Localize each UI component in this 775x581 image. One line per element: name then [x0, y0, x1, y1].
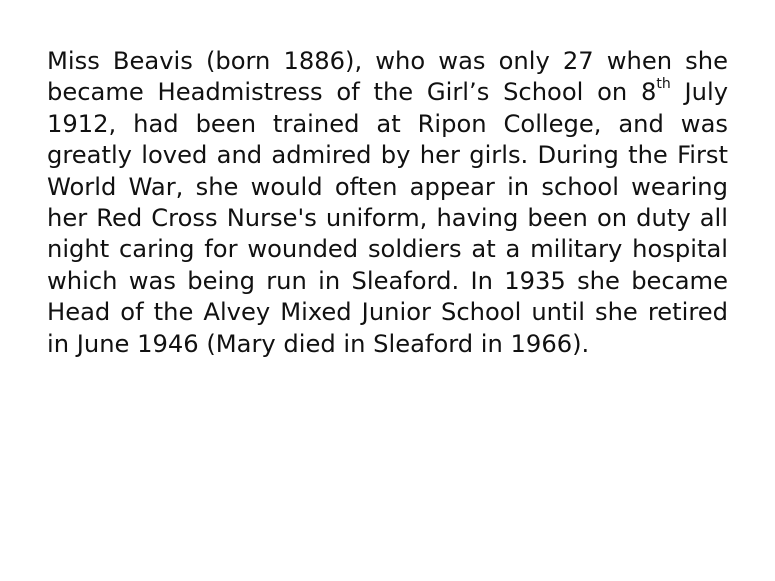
ordinal-suffix: th [656, 76, 671, 93]
paragraph-text-start: Miss Beavis (born 1886), who was only 27 when she became Headmistress of the Girl’s School on 8 [47, 47, 728, 107]
body-paragraph [47, 46, 728, 360]
paragraph-text-end: July 1912, had been trained at Ripon College, and was greatly loved and admired by her girls. During the First World War, she would often appear in school wearing her Red Cross Nurse's uniform, having been on duty all night caring for wounded soldiers at a military hospital which was being run in Sleaford. In 1935 she became Head of the Alvey Mixed Junior School until she retired in June 1946 (Mary died in Sleaford in 1966). [47, 78, 729, 358]
